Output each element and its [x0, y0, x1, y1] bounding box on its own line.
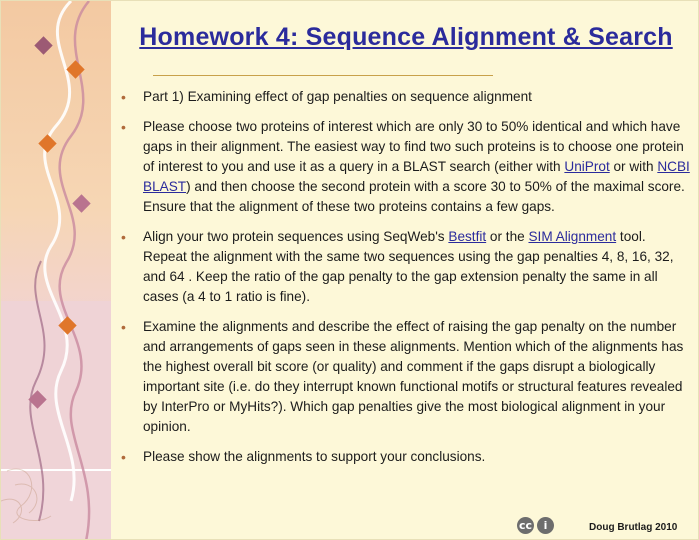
link-uniprot[interactable]: UniProt [564, 159, 610, 174]
bullet-marker: • [121, 229, 126, 245]
text-run: Please show the alignments to support your conclusions. [143, 449, 486, 464]
list-item [119, 227, 691, 307]
text-run: Align your two protein sequences using SeqWeb's [143, 229, 449, 244]
bullet-text-part1 [143, 87, 691, 107]
text-run: or with [609, 159, 658, 174]
text-run: or the [486, 229, 529, 244]
list-item [119, 87, 691, 107]
link-sim-alignment[interactable]: SIM Alignment [528, 229, 617, 244]
bullet-marker: • [121, 119, 126, 135]
list-item [119, 117, 691, 217]
text-run: ) and then choose the second protein with a score 30 to 50% of the maximal score. Ensure that the alignment of these two proteins contains a few gaps. [143, 179, 685, 214]
cc-by-icon: i [537, 517, 554, 534]
list-item [119, 317, 691, 437]
bullet-marker: • [121, 89, 126, 105]
text-run: Part 1) Examining effect of gap penalties on sequence alignment [143, 89, 532, 104]
bullet-list [119, 87, 691, 477]
decorative-sidebar [1, 1, 111, 540]
text-run: tool. Repeat the alignment with the same two sequences using the gap penalties 4, 8, 16, 32, and 64 . Keep the ratio of the gap penalty to the gap extension penalty the same in all cases (a 4 to 1 ratio is fine). [143, 229, 674, 304]
bullet-text-choose-proteins [143, 117, 691, 217]
bullet-text-align-sequences [143, 227, 691, 307]
bullet-text-examine-alignments [143, 317, 691, 437]
link-ncbi-blast[interactable]: NCBI BLAST [143, 159, 690, 194]
cc-icon: cc [518, 519, 533, 532]
text-run: Please choose two proteins of interest which are only 30 to 50% identical and which have gaps in their alignment. The easiest way to find two such proteins is to choose one protein of interest to you and use it as a query in a BLAST search (either with [143, 119, 684, 174]
bullet-marker: • [121, 319, 126, 335]
bullet-text-show-alignments [143, 447, 691, 467]
page-title: Homework 4: Sequence Alignment & Search [139, 23, 673, 51]
author-credit: Doug Brutlag 2010 [589, 522, 678, 533]
ribbon-squiggle-graphic [1, 1, 111, 540]
title-divider [153, 75, 493, 76]
text-run: Examine the alignments and describe the effect of raising the gap penalty on the number and arrangements of gaps seen in these alignments. Mention which of the alignments has the highest overall bit score (or quality) and comment if the gaps disrupt a biologically important site (i.e. do they interrupt known functional motifs or structural features revealed by InterPro or MyHits?). Which gap penalties give the most biological alignment in your opinion. [143, 319, 684, 434]
creative-commons-badge [517, 517, 554, 534]
link-bestfit[interactable]: Bestfit [448, 229, 487, 244]
list-item [119, 447, 691, 467]
bullet-marker: • [121, 449, 126, 465]
